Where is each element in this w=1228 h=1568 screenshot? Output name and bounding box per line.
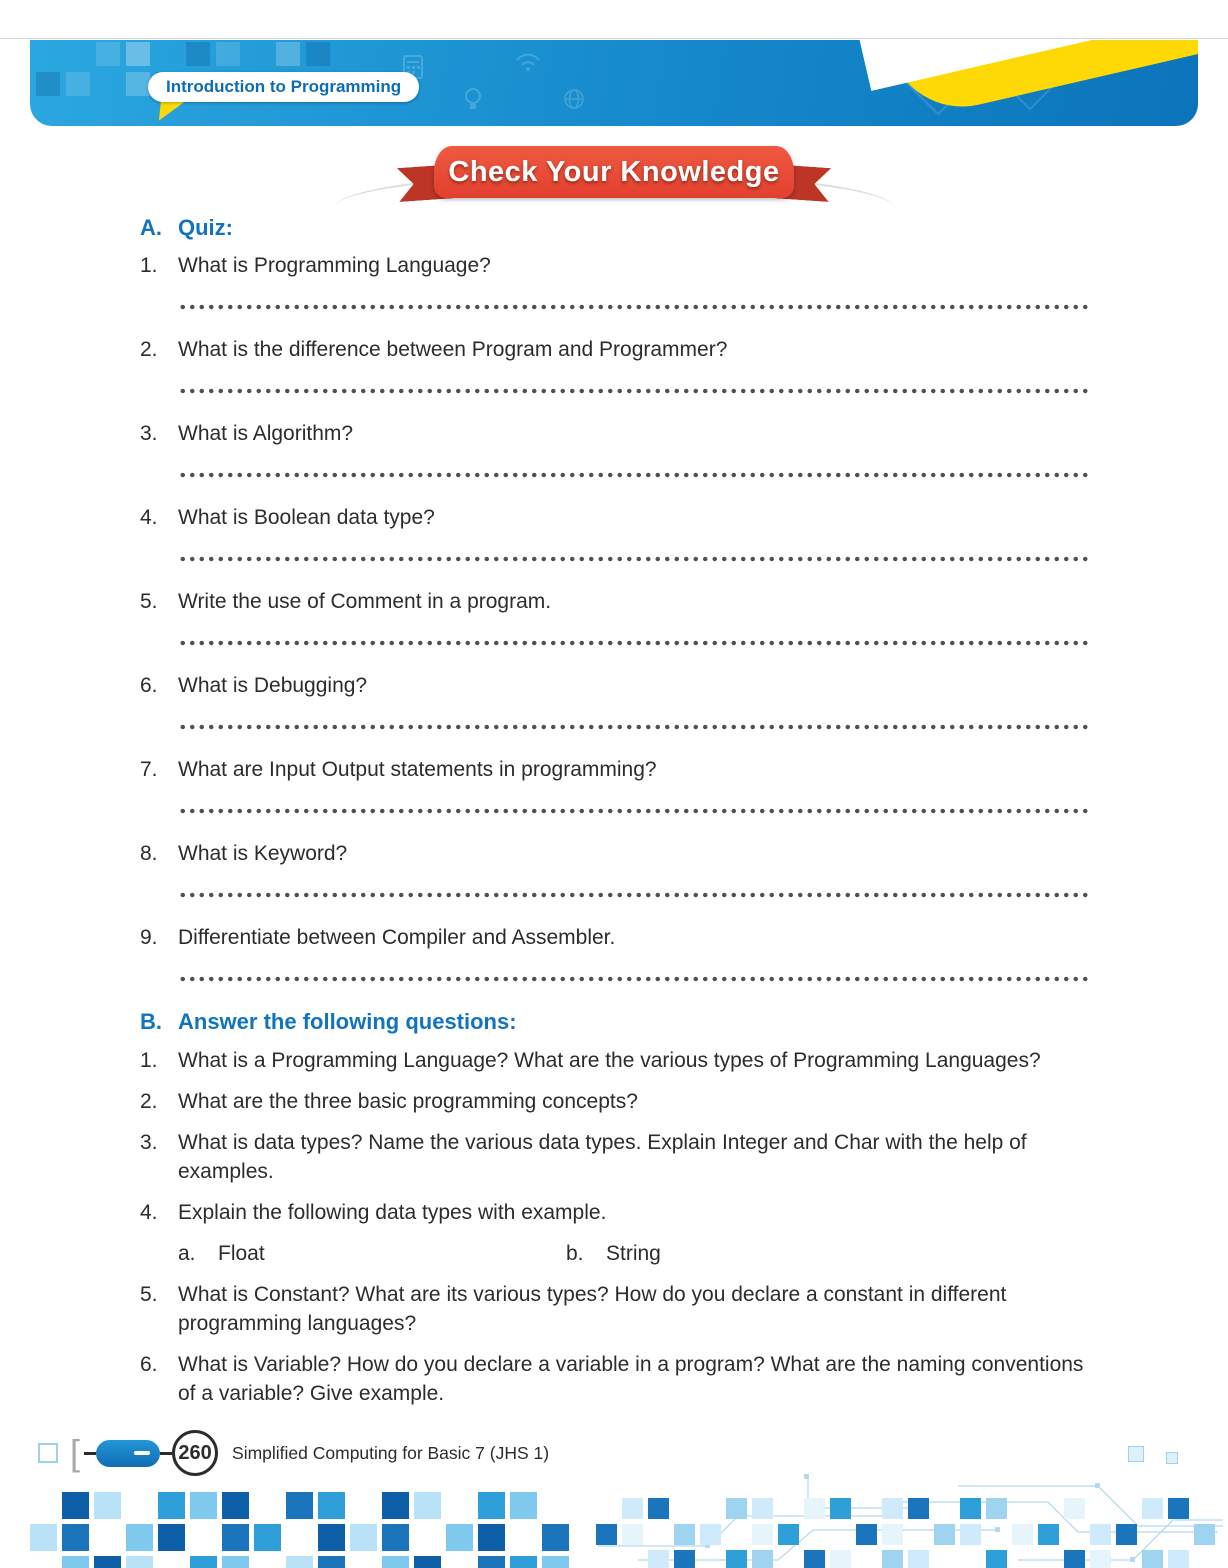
mosaic-square (726, 1550, 747, 1568)
sub-option-letter: a. (178, 1242, 196, 1265)
mosaic-square (986, 1550, 1007, 1568)
sub-option-letter: b. (566, 1242, 584, 1265)
question-number: 4. (140, 1201, 158, 1224)
mosaic-square (318, 1524, 345, 1551)
mosaic-square (62, 1556, 89, 1568)
mosaic-square (1090, 1550, 1111, 1568)
section-b-heading (140, 1008, 1088, 1036)
question-number: 6. (140, 1353, 158, 1376)
mosaic-square (222, 1524, 249, 1551)
mosaic-square (648, 1550, 669, 1568)
mosaic-square (318, 1556, 345, 1568)
mosaic-square (622, 1524, 643, 1545)
mosaic-square (126, 42, 150, 66)
question-text: Write the use of Comment in a program. (178, 590, 552, 613)
ribbon-body (434, 146, 794, 198)
answer-line (178, 556, 1088, 562)
sub-option-text: Float (218, 1242, 265, 1265)
mosaic-square (254, 1524, 281, 1551)
question-text: What is Boolean data type? (178, 506, 435, 529)
mosaic-square (306, 42, 330, 66)
mosaic-square (908, 1498, 929, 1519)
question-text: What is Variable? How do you declare a variable in a program? What are the naming conventions of a variable? Give example. (178, 1353, 1084, 1405)
quiz-question (140, 924, 1088, 982)
question-text: What is Programming Language? (178, 254, 491, 277)
page-number: 260 (178, 1441, 212, 1464)
mosaic-square (126, 1556, 153, 1568)
answer-line (178, 304, 1088, 310)
answer-line (178, 976, 1088, 982)
mosaic-square (1012, 1524, 1033, 1545)
mosaic-square (752, 1498, 773, 1519)
sub-option (566, 1239, 954, 1268)
globe-icon (563, 88, 585, 110)
mosaic-square (804, 1498, 825, 1519)
question-text: What is Constant? What are its various types? How do you declare a constant in different programming languages? (178, 1283, 1007, 1335)
mosaic-square (190, 1492, 217, 1519)
quiz-question (140, 252, 1088, 310)
mosaic-square (1064, 1550, 1085, 1568)
question-text: What is the difference between Program and Programmer? (178, 338, 728, 361)
question-number: 5. (140, 1283, 158, 1306)
page-content (140, 214, 1088, 1420)
quiz-question (140, 336, 1088, 394)
quiz-question (140, 756, 1088, 814)
mosaic-square (674, 1524, 695, 1545)
mosaic-square (726, 1498, 747, 1519)
mosaic-square (478, 1524, 505, 1551)
question-number: 1. (140, 1049, 158, 1072)
header-band (30, 40, 1198, 126)
question-text: Explain the following data types with example. (178, 1201, 607, 1224)
mosaic-square (30, 1524, 57, 1551)
mosaic-square (1194, 1524, 1215, 1545)
mosaic-square (1168, 1498, 1189, 1519)
mosaic-square (752, 1550, 773, 1568)
mosaic-square (830, 1498, 851, 1519)
question-number: 4. (140, 506, 158, 529)
mosaic-square (700, 1524, 721, 1545)
mosaic-square (216, 42, 240, 66)
question-number: 2. (140, 1090, 158, 1113)
mosaic-square (510, 1556, 537, 1568)
question-text: What is data types? Name the various data types. Explain Integer and Char with the help of examples. (178, 1131, 1027, 1183)
question-number: 1. (140, 254, 158, 277)
question-text: What is Debugging? (178, 674, 368, 697)
dash-icon (134, 1451, 150, 1455)
footer-pill (96, 1440, 160, 1467)
mosaic-square (158, 1524, 185, 1551)
mosaic-square (778, 1524, 799, 1545)
mosaic-square (882, 1524, 903, 1545)
mosaic-square (382, 1492, 409, 1519)
question-number: 3. (140, 1131, 158, 1154)
question-number: 2. (140, 338, 158, 361)
quiz-question (140, 588, 1088, 646)
section-a-label: A. (140, 215, 162, 240)
mosaic-square (1128, 1446, 1144, 1462)
mosaic-square (1038, 1524, 1059, 1545)
mosaic-square (382, 1524, 409, 1551)
book-title: Simplified Computing for Basic 7 (JHS 1) (232, 1442, 550, 1463)
mosaic-square (414, 1556, 441, 1568)
section-a-title: Quiz: (178, 215, 233, 240)
mosaic-square (752, 1524, 773, 1545)
question-number: 5. (140, 590, 158, 613)
mosaic-square (94, 1492, 121, 1519)
wifi-icon (515, 52, 541, 72)
mosaic-square (934, 1524, 955, 1545)
connector-line (160, 1452, 172, 1455)
answer-line (178, 724, 1088, 730)
answer-line (178, 472, 1088, 478)
bracket-decoration: [ (70, 1432, 81, 1473)
mosaic-square (804, 1550, 825, 1568)
page-footer (38, 1430, 549, 1476)
mosaic-square (1166, 1452, 1178, 1464)
bottom-mosaic (0, 1486, 1228, 1568)
top-rule (0, 38, 1228, 39)
question-row (140, 1128, 1088, 1186)
page-number-badge (172, 1430, 218, 1476)
mosaic-square (986, 1498, 1007, 1519)
mosaic-square (318, 1492, 345, 1519)
mosaic-square (446, 1524, 473, 1551)
mosaic-square (542, 1556, 569, 1568)
quiz-question (140, 840, 1088, 898)
question-row (140, 1280, 1088, 1338)
question-number: 6. (140, 674, 158, 697)
question-row (140, 1350, 1088, 1408)
mosaic-square (542, 1524, 569, 1551)
mosaic-square (960, 1524, 981, 1545)
mosaic-square (856, 1524, 877, 1545)
speech-tail (159, 99, 185, 123)
section-b-title: Answer the following questions: (178, 1009, 517, 1034)
mosaic-square (222, 1556, 249, 1568)
section-b (140, 1008, 1088, 1408)
mosaic-square (186, 42, 210, 66)
question-text: What are Input Output statements in programming? (178, 758, 657, 781)
section-b-label: B. (140, 1009, 162, 1034)
mosaic-square (286, 1492, 313, 1519)
mosaic-square (830, 1550, 851, 1568)
mosaic-square (960, 1498, 981, 1519)
section-a-heading (140, 214, 1088, 242)
question-text: Differentiate between Compiler and Assembler. (178, 926, 616, 949)
mosaic-square (414, 1492, 441, 1519)
quiz-question (140, 672, 1088, 730)
question-number: 7. (140, 758, 158, 781)
question-number: 9. (140, 926, 158, 949)
question-text: What is Algorithm? (178, 422, 354, 445)
mosaic-square (510, 1492, 537, 1519)
question-row (140, 1198, 1088, 1227)
mosaic-square (882, 1498, 903, 1519)
question-row (140, 1046, 1088, 1075)
mosaic-square (478, 1492, 505, 1519)
mosaic-square (62, 1524, 89, 1551)
mosaic-square (1142, 1498, 1163, 1519)
mosaic-square (382, 1556, 409, 1568)
answer-line (178, 640, 1088, 646)
mosaic-square (190, 1556, 217, 1568)
mosaic-square (158, 1492, 185, 1519)
check-your-knowledge-banner (434, 146, 794, 198)
mosaic-square (1090, 1524, 1111, 1545)
quiz-question (140, 504, 1088, 562)
mosaic-square (1168, 1550, 1189, 1568)
quiz-question (140, 420, 1088, 478)
mosaic-square (62, 1492, 89, 1519)
mosaic-square (126, 1524, 153, 1551)
question-text: What is Keyword? (178, 842, 348, 865)
mosaic-square (596, 1524, 617, 1545)
banner-title: Check Your Knowledge (448, 155, 780, 188)
mosaic-square (478, 1556, 505, 1568)
question-number: 8. (140, 842, 158, 865)
mosaic-square (94, 1556, 121, 1568)
mosaic-square (648, 1498, 669, 1519)
lightbulb-icon (462, 86, 484, 112)
question-row (140, 1087, 1088, 1116)
mosaic-square (1142, 1550, 1163, 1568)
mosaic-square (674, 1550, 695, 1568)
question-text: What are the three basic programming concepts? (178, 1090, 638, 1113)
chapter-label (148, 72, 419, 102)
mosaic-square (622, 1498, 643, 1519)
question-number: 3. (140, 422, 158, 445)
answer-line (178, 388, 1088, 394)
mosaic-square (908, 1550, 929, 1568)
mosaic-square (1116, 1524, 1137, 1545)
sub-option-text: String (606, 1242, 661, 1265)
sub-option (178, 1239, 566, 1268)
mosaic-square (36, 72, 60, 96)
question-sub-options (178, 1239, 1088, 1268)
mosaic-square (286, 1556, 313, 1568)
corner-square-decoration (38, 1443, 58, 1463)
mosaic-square (1064, 1498, 1085, 1519)
chapter-label-text: Introduction to Programming (166, 77, 402, 96)
connector-line (84, 1452, 96, 1455)
answer-line (178, 892, 1088, 898)
question-text: What is a Programming Language? What are the various types of Programming Languages? (178, 1049, 1041, 1072)
mosaic-square (882, 1550, 903, 1568)
mosaic-square (126, 72, 150, 96)
mosaic-square (66, 72, 90, 96)
answer-line (178, 808, 1088, 814)
mosaic-square (276, 42, 300, 66)
mosaic-square (350, 1524, 377, 1551)
mosaic-square (222, 1492, 249, 1519)
mosaic-square (96, 42, 120, 66)
